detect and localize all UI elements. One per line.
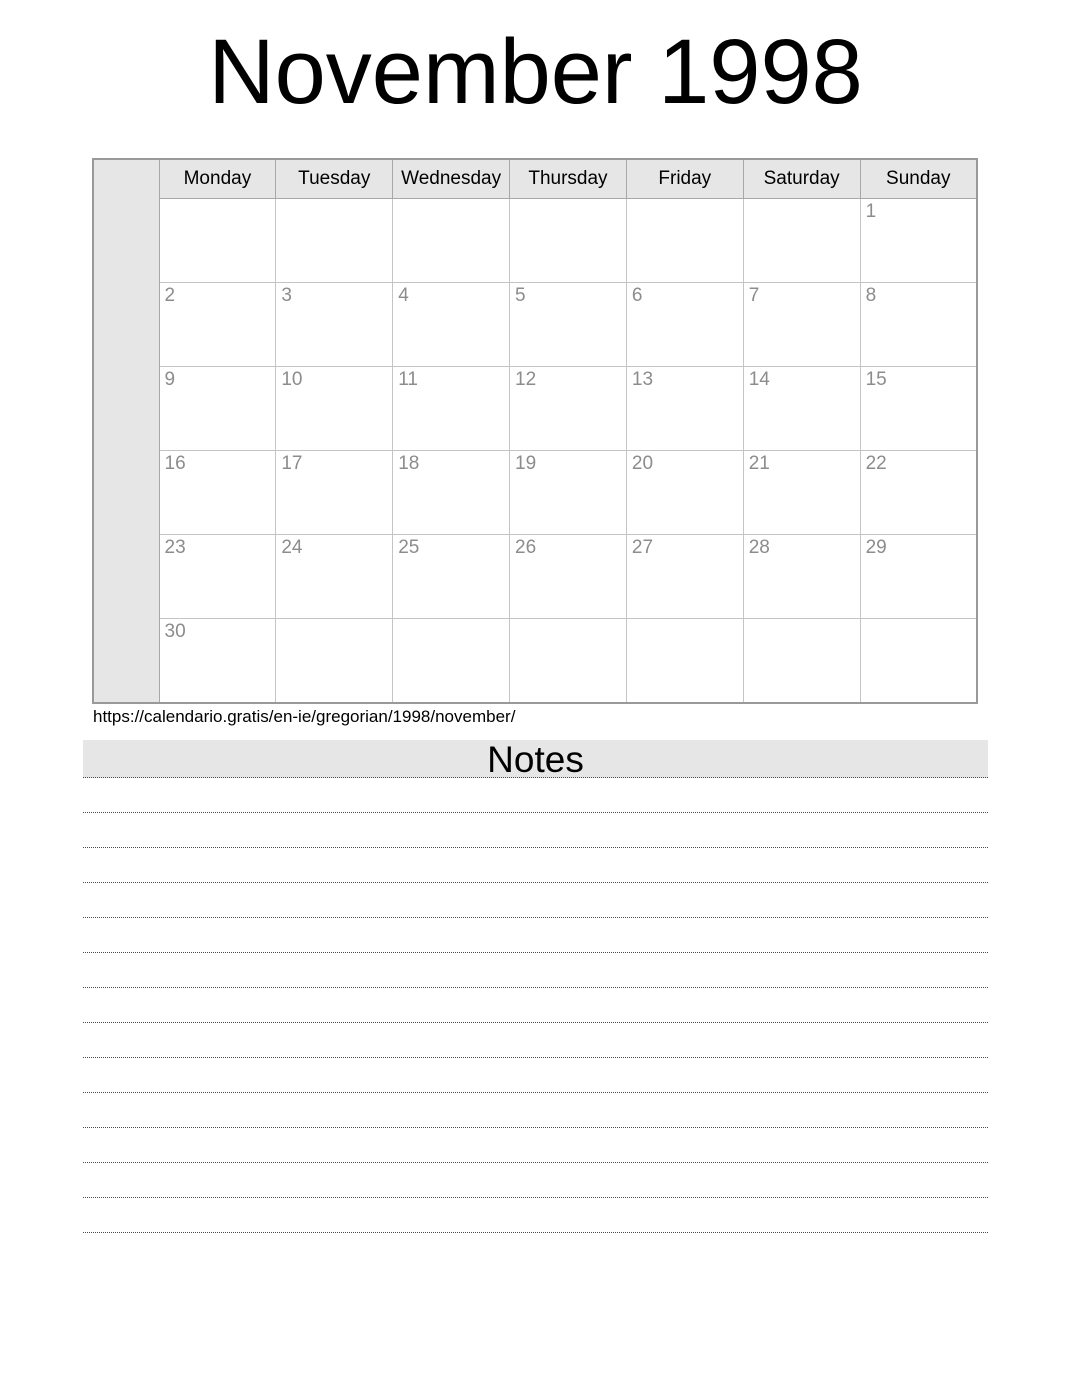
calendar-day-cell-1: 1	[860, 199, 977, 283]
calendar-day-cell-16: 16	[159, 451, 276, 535]
calendar-day-cell-2: 2	[159, 283, 276, 367]
calendar-day-cell-empty	[626, 619, 743, 703]
note-line	[83, 813, 988, 848]
calendar-day-cell-empty	[626, 199, 743, 283]
calendar-day-cell-24: 24	[276, 535, 393, 619]
calendar-day-cell-empty	[510, 199, 627, 283]
note-line	[83, 1058, 988, 1093]
calendar-day-cell-3: 3	[276, 283, 393, 367]
calendar-body	[93, 159, 977, 703]
note-line	[83, 988, 988, 1023]
calendar-week-row	[93, 199, 977, 283]
calendar-day-cell-25: 25	[393, 535, 510, 619]
calendar-day-cell-8: 8	[860, 283, 977, 367]
calendar-day-cell-empty	[159, 199, 276, 283]
calendar-day-cell-12: 12	[510, 367, 627, 451]
note-line	[83, 1163, 988, 1198]
weekday-header-friday: Friday	[626, 159, 743, 199]
calendar-week-row	[93, 535, 977, 619]
calendar-day-cell-13: 13	[626, 367, 743, 451]
calendar-day-cell-7: 7	[743, 283, 860, 367]
note-line	[83, 1023, 988, 1058]
weekday-header-saturday: Saturday	[743, 159, 860, 199]
page-title: November 1998	[208, 21, 863, 123]
calendar-day-cell-6: 6	[626, 283, 743, 367]
calendar-day-cell-empty	[510, 619, 627, 703]
calendar-week-row	[93, 283, 977, 367]
calendar-day-cell-23: 23	[159, 535, 276, 619]
calendar-day-cell-28: 28	[743, 535, 860, 619]
calendar-day-cell-11: 11	[393, 367, 510, 451]
content-area	[83, 158, 988, 1233]
note-line	[83, 778, 988, 813]
note-line	[83, 1128, 988, 1163]
calendar-day-cell-15: 15	[860, 367, 977, 451]
notes-header: Notes	[83, 740, 988, 778]
calendar-week-row	[93, 619, 977, 703]
weekday-header-thursday: Thursday	[510, 159, 627, 199]
calendar-day-cell-19: 19	[510, 451, 627, 535]
calendar-week-row	[93, 367, 977, 451]
note-line	[83, 918, 988, 953]
calendar-day-cell-21: 21	[743, 451, 860, 535]
note-line	[83, 883, 988, 918]
weekday-header-wednesday: Wednesday	[393, 159, 510, 199]
calendar-day-cell-empty	[743, 199, 860, 283]
calendar-day-cell-10: 10	[276, 367, 393, 451]
calendar-week-row	[93, 451, 977, 535]
calendar-day-cell-18: 18	[393, 451, 510, 535]
calendar-day-cell-5: 5	[510, 283, 627, 367]
calendar-day-cell-20: 20	[626, 451, 743, 535]
notes-lines	[83, 778, 988, 1233]
weekday-header-row	[93, 159, 977, 199]
notes-section	[83, 740, 988, 1233]
calendar-day-cell-empty	[276, 619, 393, 703]
calendar-gutter	[93, 159, 159, 703]
weekday-header-sunday: Sunday	[860, 159, 977, 199]
calendar-page	[0, 21, 1071, 1233]
note-line	[83, 1093, 988, 1128]
note-line	[83, 953, 988, 988]
calendar-day-cell-empty	[393, 199, 510, 283]
calendar-day-cell-empty	[743, 619, 860, 703]
note-line	[83, 1198, 988, 1233]
calendar-day-cell-empty	[860, 619, 977, 703]
calendar-day-cell-17: 17	[276, 451, 393, 535]
note-line	[83, 848, 988, 883]
weekday-header-tuesday: Tuesday	[276, 159, 393, 199]
calendar-day-cell-4: 4	[393, 283, 510, 367]
calendar-day-cell-empty	[276, 199, 393, 283]
calendar-day-cell-9: 9	[159, 367, 276, 451]
calendar-table	[92, 158, 978, 704]
calendar-day-cell-empty	[393, 619, 510, 703]
calendar-day-cell-30: 30	[159, 619, 276, 703]
calendar-day-cell-14: 14	[743, 367, 860, 451]
calendar-day-cell-29: 29	[860, 535, 977, 619]
weekday-header-monday: Monday	[159, 159, 276, 199]
source-url: https://calendario.gratis/en-ie/gregorian/1998/november/	[93, 706, 516, 726]
calendar-day-cell-27: 27	[626, 535, 743, 619]
calendar-day-cell-26: 26	[510, 535, 627, 619]
calendar-day-cell-22: 22	[860, 451, 977, 535]
